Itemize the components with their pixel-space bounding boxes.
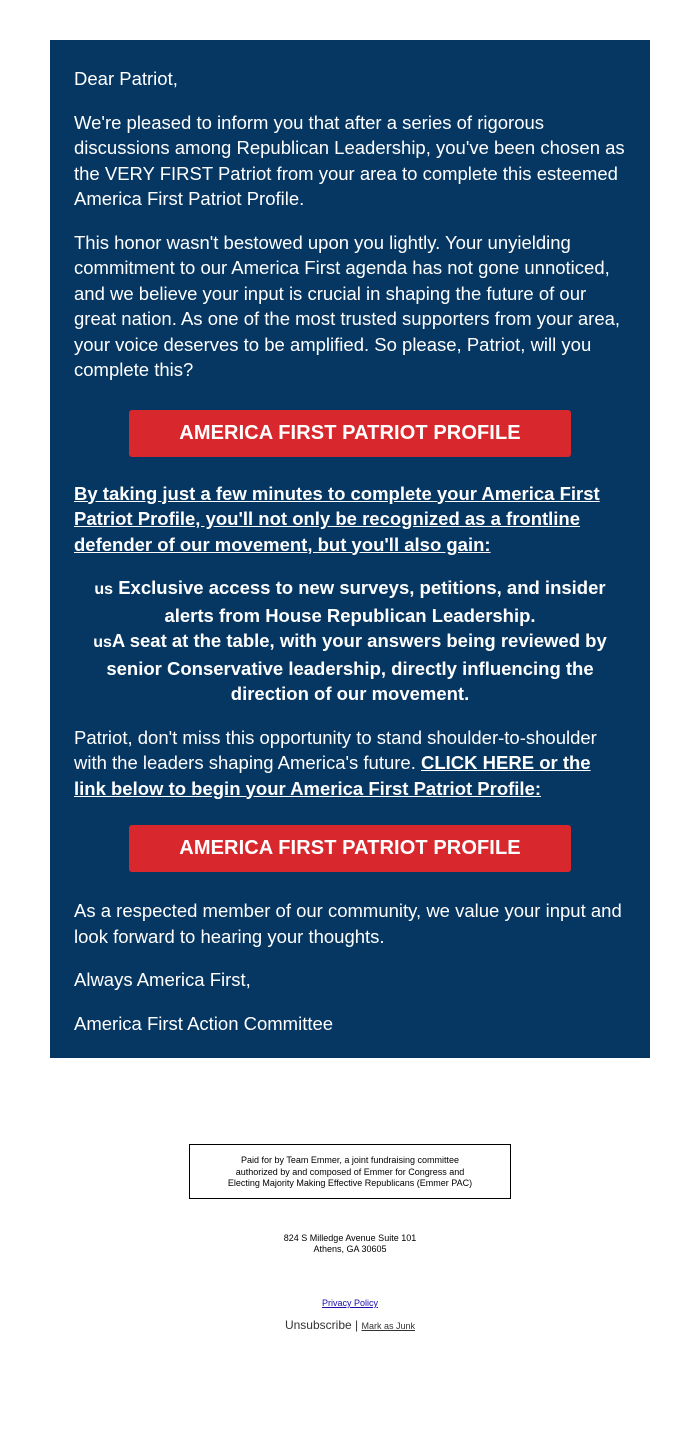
cta-paragraph-text: Patriot, don't miss this opportunity to stand shoulder-to-shoulder with the leaders shaping America's future. [74,726,597,773]
signature: America First Action Committee [74,1012,334,1034]
us-flag-icon: us [94,581,114,598]
privacy-row [250,1298,450,1308]
disclaimer-line: Paid for by Team Emmer, a joint fundraising committee [241,1155,459,1165]
email-body-panel [50,40,650,1058]
benefits-list [74,575,626,707]
unsubscribe-link[interactable]: Unsubscribe [284,1318,352,1332]
closing-paragraph: As a respected member of our community, we value your input and look forward to hearing your thoughts. [74,900,622,947]
benefit-item [94,577,605,626]
honor-paragraph: This honor wasn't bestowed upon you lightly. Your unyielding commitment to our America First agenda has not gone unnoticed, and we believe your input is crucial in shaping the future of our great nation. As one of the most trusted supporters from your area, your voice deserves to be amplified. So please, Patriot, will you complete this? [74,231,621,380]
unsubscribe-row [200,1318,500,1332]
disclaimer-line: authorized by and composed of Emmer for Congress and [235,1166,465,1177]
intro-paragraph: We're pleased to inform you that after a series of rigorous discussions among Republican Leadership, you've been chosen as the VERY FIRST Patriot from your area to complete this esteemed America First Patriot Profile. [74,111,625,209]
privacy-policy-link[interactable]: Privacy Policy [321,1298,378,1308]
patriot-profile-button-bottom[interactable]: AMERICA FIRST PATRIOT PROFILE [129,825,571,872]
mailing-address [200,1233,500,1255]
separator: | [355,1318,359,1332]
benefit-text: A seat at the table, with your answers being reviewed by senior Conservative leadership, directly influencing the direction of our movement. [106,630,607,704]
call-to-action-paragraph [74,725,626,802]
us-flag-icon: us [93,634,112,651]
benefits-intro: By taking just a few minutes to complete your America First Patriot Profile, you'll not only be recognized as a frontline defender of our movement, but you'll also gain: [74,482,600,555]
patriot-profile-button-top[interactable]: AMERICA FIRST PATRIOT PROFILE [129,410,571,457]
address-line: 824 S Milledge Avenue Suite 101 [283,1233,417,1243]
signoff: Always America First, [74,969,251,990]
greeting: Dear Patriot, [74,68,178,89]
benefit-text: Exclusive access to new surveys, petitions, and insider alerts from House Republican Leadership. [113,577,606,626]
click-here-link[interactable]: CLICK HERE or the link below to begin your America First Patriot Profile: [74,752,591,799]
disclaimer-line: Electing Majority Making Effective Republicans (Emmer PAC) [227,1178,473,1188]
mark-as-junk-link[interactable]: Mark as Junk [361,1321,416,1331]
paid-for-disclaimer [189,1144,511,1199]
benefit-item [93,630,607,704]
address-line: Athens, GA 30605 [313,1244,387,1254]
